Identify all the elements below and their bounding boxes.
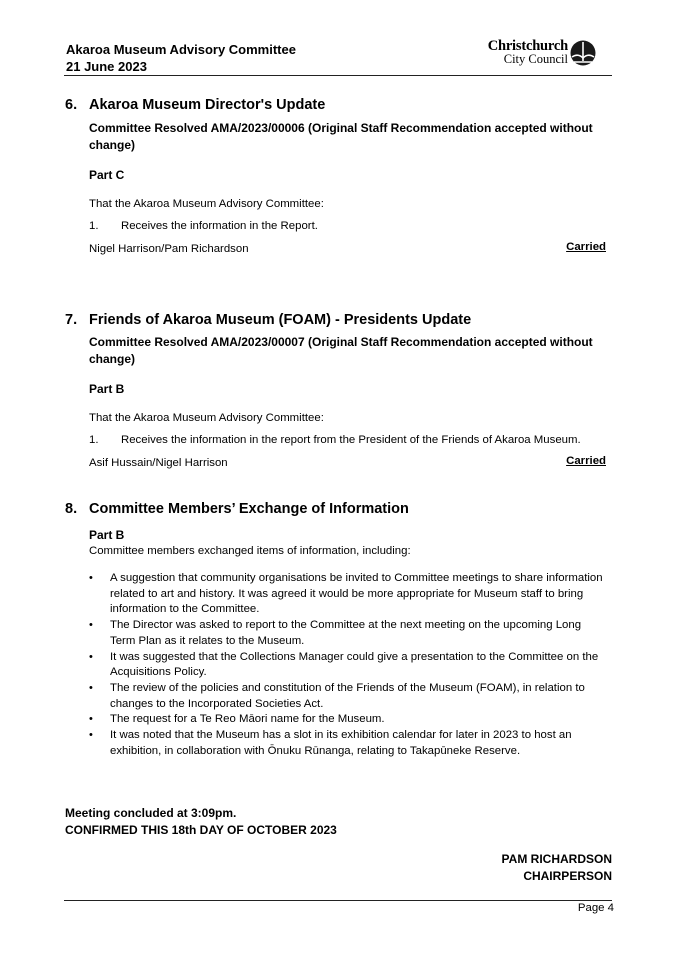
item-6-title: Akaroa Museum Director's Update (89, 97, 326, 113)
item-7-outcome: Carried (566, 455, 606, 467)
header-rule (64, 75, 612, 76)
item-7-point-number: 1. (89, 434, 99, 446)
meeting-date: 21 June 2023 (66, 59, 147, 74)
list-item: • It was suggested that the Collections Manager could give a presentation to the Committee on the Acquisitions Policy. (89, 650, 609, 681)
item-8-bullet-list (89, 571, 609, 759)
item-8-title: Committee Members’ Exchange of Information (89, 501, 409, 517)
council-logo-icon (568, 40, 598, 66)
item-8-intro: Committee members exchanged items of information, including: (89, 545, 411, 557)
logo-line-2: City Council (503, 52, 568, 66)
list-item: • It was noted that the Museum has a slot in its exhibition calendar for later in 2023 to host an exhibition, in collaboration with Ōnuku Rūnanga, relating to Takapūneke Reserve. (89, 728, 609, 759)
signatory-role: CHAIRPERSON (523, 869, 612, 883)
item-6-point-text: Receives the information in the Report. (121, 220, 318, 232)
list-item: • The Director was asked to report to the Committee at the next meeting on the upcoming Long Term Plan as it relates to the Museum. (89, 618, 609, 649)
logo-line-1: Christchurch (487, 38, 568, 54)
item-6-movers: Nigel Harrison/Pam Richardson (89, 243, 249, 255)
footer-rule (64, 900, 612, 901)
item-7-point-text: Receives the information in the report from the President of the Friends of Akaroa Museum. (121, 434, 581, 446)
page-number: Page 4 (577, 902, 614, 914)
item-6-point-number: 1. (89, 220, 99, 232)
item-7-title: Friends of Akaroa Museum (FOAM) - Presidents Update (89, 312, 472, 328)
item-7-part: Part B (89, 382, 125, 396)
meeting-concluded: Meeting concluded at 3:09pm. (65, 806, 237, 820)
item-7-resolution: Committee Resolved AMA/2023/00007 (Original Staff Recommendation accepted without change) (89, 335, 593, 366)
list-item: • The request for a Te Reo Māori name for the Museum. (89, 712, 609, 728)
item-7-number: 7. (65, 312, 78, 328)
item-7-intro: That the Akaroa Museum Advisory Committee: (89, 412, 324, 424)
list-item: • A suggestion that community organisations be invited to Committee meetings to share information related to art and history. It was agreed it would be more appropriate for Museum staff to bring information to the Committee. (89, 571, 609, 618)
item-8-part: Part B (89, 528, 125, 542)
item-7-movers: Asif Hussain/Nigel Harrison (89, 457, 228, 469)
item-6-part: Part C (89, 168, 125, 182)
committee-name: Akaroa Museum Advisory Committee (66, 42, 296, 57)
council-logo-text (472, 40, 568, 66)
item-6-outcome: Carried (566, 241, 606, 253)
list-item: • The review of the policies and constitution of the Friends of the Museum (FOAM), in relation to changes to the Incorporated Societies Act. (89, 681, 609, 712)
item-8-number: 8. (65, 501, 78, 517)
confirmation-statement: CONFIRMED THIS 18th DAY OF OCTOBER 2023 (65, 823, 337, 837)
item-6-resolution: Committee Resolved AMA/2023/00006 (Original Staff Recommendation accepted without change) (89, 121, 593, 152)
item-6-intro: That the Akaroa Museum Advisory Committee: (89, 198, 324, 210)
item-6-number: 6. (65, 97, 78, 113)
signatory-name: PAM RICHARDSON (501, 852, 612, 866)
